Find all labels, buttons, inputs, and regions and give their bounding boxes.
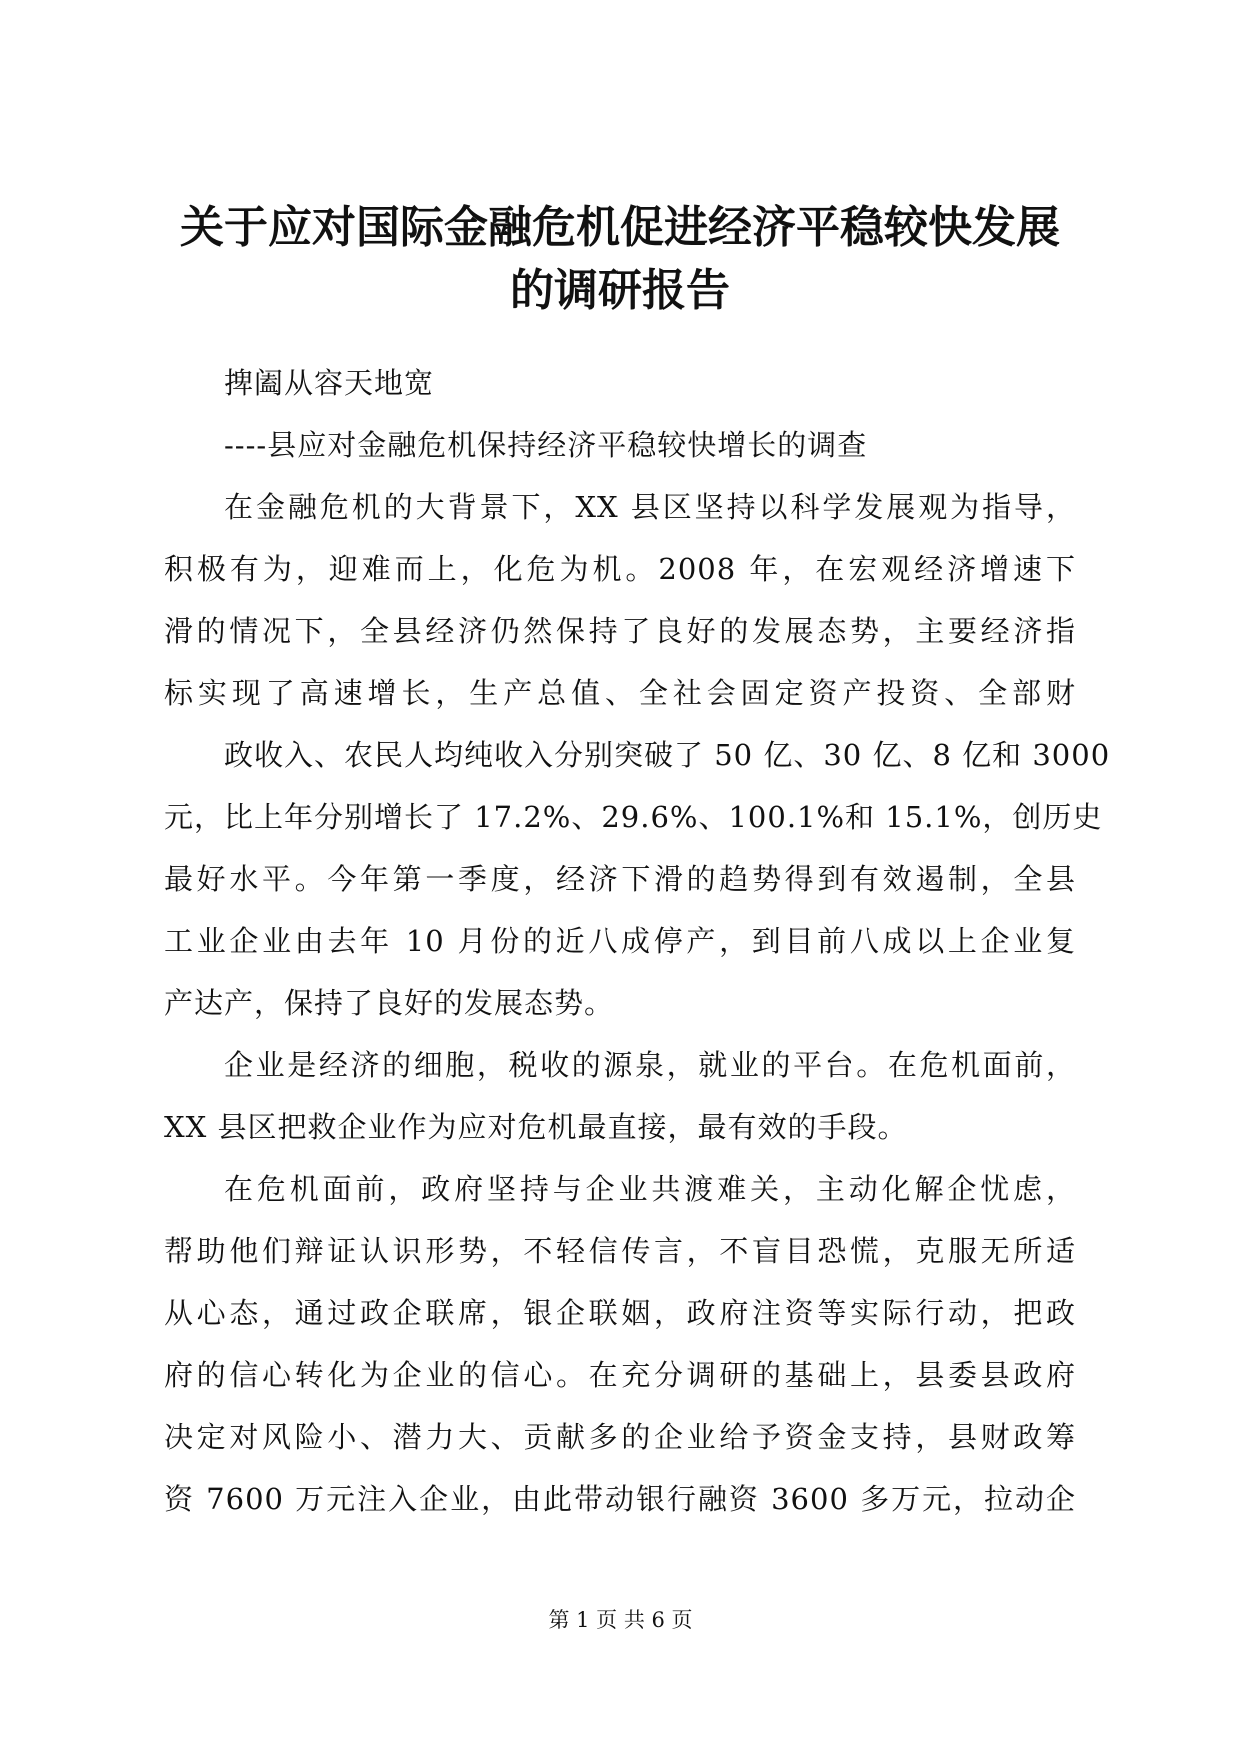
- subheading-line: ----县应对金融危机保持经济平稳较快增长的调查: [224, 428, 868, 462]
- paragraph-3-line-2: XX 县区把救企业作为应对危机最直接，最有效的手段。: [164, 1110, 908, 1144]
- title-line-2: 的调研报告: [510, 265, 730, 316]
- subtitle-line: 捭阖从容天地宽: [224, 366, 435, 400]
- document-title: [150, 196, 1090, 322]
- paragraph-1-line-2: 积极有为，迎难而上，化危为机。2008 年，在宏观经济增速下: [164, 552, 1076, 586]
- paragraph-4-line-5: 决定对风险小、潜力大、贡献多的企业给予资金支持，县财政筹: [164, 1420, 1076, 1454]
- paragraph-4-line-6: 资 7600 万元注入企业，由此带动银行融资 3600 多万元，拉动企: [164, 1482, 1076, 1516]
- page-footer: [0, 1605, 1241, 1635]
- paragraph-2-line-5: 产达产，保持了良好的发展态势。: [164, 986, 615, 1020]
- paragraph-2-line-2: 元，比上年分别增长了 17.2%、29.6%、100.1%和 15.1%，创历史: [164, 800, 1103, 834]
- title-line-1: 关于应对国际金融危机促进经济平稳较快发展: [180, 202, 1060, 253]
- paragraph-4-line-2: 帮助他们辩证认识形势，不轻信传言，不盲目恐慌，克服无所适: [164, 1234, 1076, 1268]
- paragraph-2-line-4: 工业企业由去年 10 月份的近八成停产，到目前八成以上企业复: [164, 924, 1076, 958]
- paragraph-1-line-3: 滑的情况下，全县经济仍然保持了良好的发展态势，主要经济指: [164, 614, 1076, 648]
- paragraph-1-line-4: 标实现了高速增长，生产总值、全社会固定资产投资、全部财: [164, 676, 1076, 710]
- paragraph-2-line-1: 政收入、农民人均纯收入分别突破了 50 亿、30 亿、8 亿和 3000: [224, 738, 1111, 772]
- page-number-label: 第 1 页 共 6 页: [548, 1608, 693, 1632]
- paragraph-4-line-1: 在危机面前，政府坚持与企业共渡难关，主动化解企忧虑，: [224, 1172, 1076, 1206]
- paragraph-1-line-1: 在金融危机的大背景下，XX 县区坚持以科学发展观为指导，: [224, 490, 1076, 524]
- paragraph-2-line-3: 最好水平。今年第一季度，经济下滑的趋势得到有效遏制，全县: [164, 862, 1076, 896]
- paragraph-4-line-4: 府的信心转化为企业的信心。在充分调研的基础上，县委县政府: [164, 1358, 1076, 1392]
- paragraph-3-line-1: 企业是经济的细胞，税收的源泉，就业的平台。在危机面前，: [224, 1048, 1076, 1082]
- document-body: [164, 352, 1111, 1530]
- paragraph-4-line-3: 从心态，通过政企联席，银企联姻，政府注资等实际行动，把政: [164, 1296, 1076, 1330]
